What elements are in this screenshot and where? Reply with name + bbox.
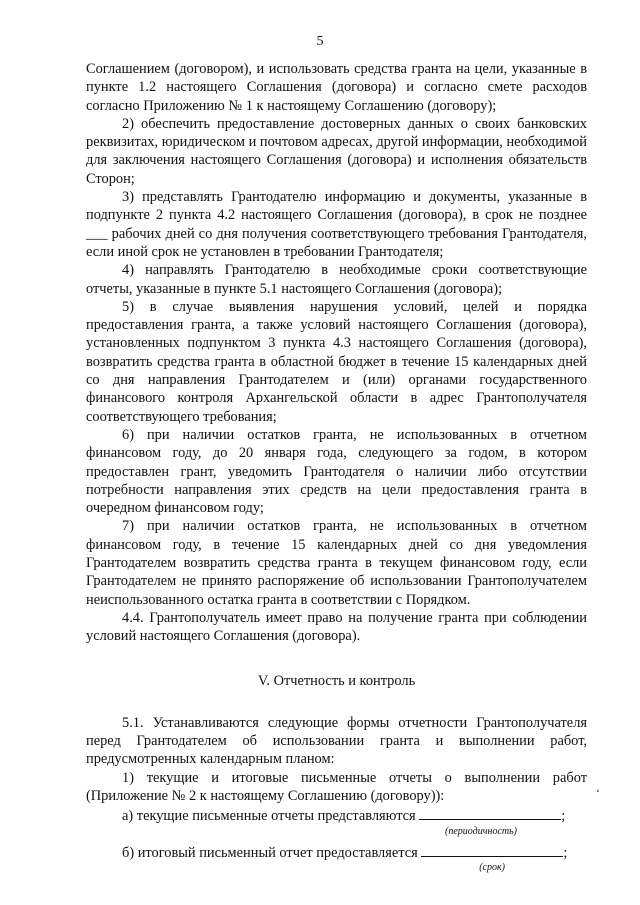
page-number: 5 <box>316 34 324 49</box>
form-line-end: ; <box>563 844 568 861</box>
blank-field <box>419 805 561 820</box>
paragraph: 6) при наличии остатков гранта, не использованных в отчетном финансовом году, до 20 января года, следующего за годом, в котором предоставлен грант, уведомить Грантодателя о наличии либо отсутствии потребности направления этих средств на цели предоставления гранта в очередном финансовом году; <box>86 426 587 517</box>
margin-mark-icon: ‘ <box>596 786 600 800</box>
form-line-text: а) текущие письменные отчеты представляются <box>122 808 416 825</box>
form-line-text: б) итоговый письменный отчет предоставляется <box>122 844 418 861</box>
paragraph: 5.1. Устанавливаются следующие формы отчетности Грантополучателя перед Грантодателем об использовании гранта и выполнении работ, предусмотренных календарным планом: <box>86 714 587 768</box>
paragraph: 3) представлять Грантодателю информацию и документы, указанные в подпункте 2 пункта 4.2 настоящего Соглашения (договора), в срок не позднее ___ рабочих дней со дня получения соответствующего требования Грантодателя, если иной срок не установлен в требовании Грантодателя; <box>86 189 587 260</box>
document-body <box>86 60 587 878</box>
paragraph: 2) обеспечить предоставление достоверных данных о своих банковских реквизитах, юридическом и почтовом адресах, другой информации, необходимой для заключения настоящего Соглашения (договора) и исполнения обязательств Сторон; <box>86 115 587 187</box>
form-line-current-reports <box>86 805 587 825</box>
paragraph: 5) в случае выявления нарушения условий, целей и порядка предоставления гранта, а также условий настоящего Соглашения (договора), установленных подпунктом 3 пункта 4.3 настоящего Соглашения (договора), возвратить средства гранта в областной бюджет в течение 15 календарных дней со дня направления Грантодателем и (или) органами государственного финансового контроля Архангельской области в адрес Грантополучателя соответствующего требования; <box>86 298 587 425</box>
section-title: V. Отчетность и контроль <box>257 672 416 689</box>
paragraph: 4.4. Грантополучатель имеет право на получение гранта при соблюдении условий настоящего Соглашения (договора). <box>86 609 587 645</box>
paragraph: Соглашением (договором), и использовать средства гранта на цели, указанные в пункте 1.2 настоящего Соглашения (договора) и согласно смете расходов согласно Приложению № 1 к настоящему Соглашению (договору); <box>86 61 587 114</box>
form-line-end: ; <box>561 808 566 825</box>
field-caption: (срок) <box>479 861 505 873</box>
field-caption: (периодичность) <box>445 825 517 837</box>
paragraph: 4) направлять Грантодателю в необходимые сроки соответствующие отчеты, указанные в пункте 5.1 настоящего Соглашения (договора); <box>86 262 587 297</box>
paragraph: 7) при наличии остатков гранта, не использованных в отчетном финансовом году, в течение 15 календарных дней со дня уведомления Грантодателем возвратить средства гранта в текущем финансовом году, если Грантодателем не принято распоряжение об использовании Грантополучателем неиспользованного остатка гранта в соответствии с Порядком. <box>86 518 587 608</box>
paragraph: 1) текущие и итоговые письменные отчеты о выполнении работ (Приложение № 2 к настоящему Соглашению (договору)): <box>86 769 587 804</box>
blank-field <box>421 842 563 857</box>
form-line-final-report <box>86 842 587 862</box>
